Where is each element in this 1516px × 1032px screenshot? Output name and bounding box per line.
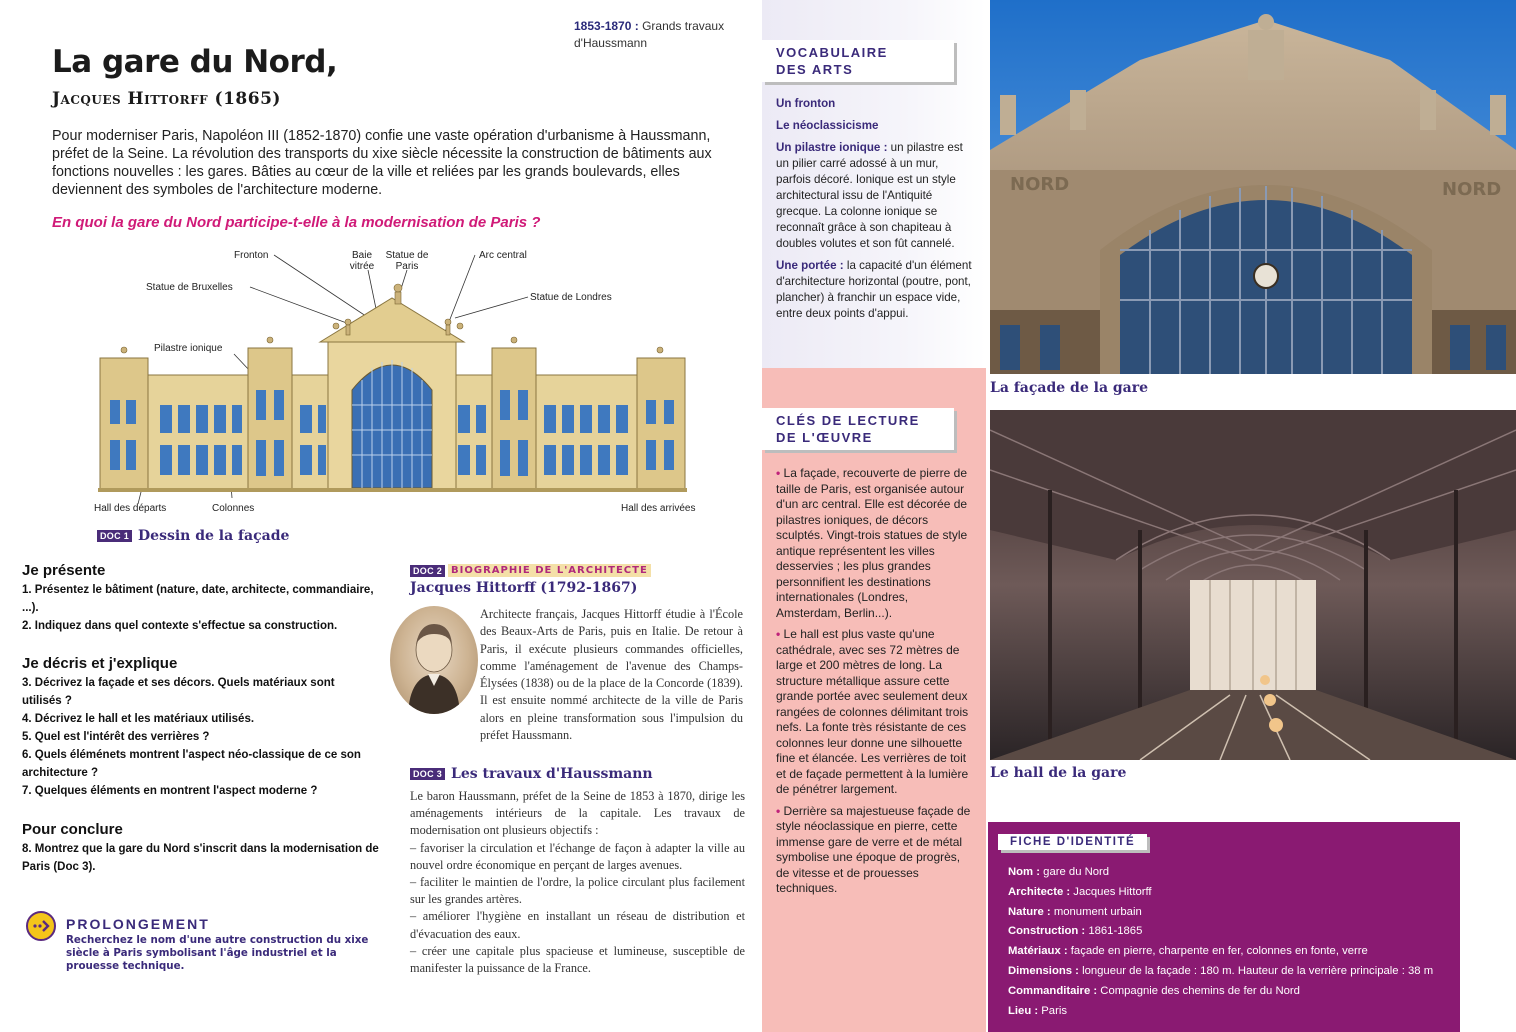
identity-row — [1008, 942, 1433, 962]
identity-row — [1008, 883, 1433, 903]
label-arc-central: Arc central — [479, 250, 527, 261]
identity-card-heading: FICHE D'IDENTITÉ — [998, 834, 1147, 850]
identity-card-list — [1008, 863, 1433, 1021]
prolongement-title: PROLONGEMENT — [66, 916, 210, 932]
identity-label: Matériaux : — [1008, 945, 1068, 958]
identity-row — [1008, 982, 1433, 1002]
label-fronton: Fronton — [234, 250, 269, 261]
section-heading: Je présente — [22, 562, 106, 579]
section-heading: Je décris et j'explique — [22, 655, 178, 672]
question-item: 3. Décrivez la façade et ses décors. Quels matériaux sont utilisés ? — [22, 677, 335, 707]
timeline-note — [574, 18, 754, 52]
doc3-header — [410, 766, 745, 782]
reading-key-text: La façade, recouverte de pierre de taille de Paris, est organisée autour d'un arc central. Elle est décorée de pilastres ioniques, de décors sculptés. Vingt-trois statues de style antique représentent les villes desservies ; les plus grandes personnifient les destinations internationales (Londres, Amsterdam, Berlin...). — [776, 466, 968, 620]
reading-key-item — [776, 627, 974, 798]
label-colonnes: Colonnes — [212, 503, 255, 514]
identity-label: Dimensions : — [1008, 964, 1079, 977]
doc3-text — [410, 788, 745, 977]
identity-label: Architecte : — [1008, 885, 1071, 898]
questions-section-describe — [22, 655, 367, 800]
identity-row — [1008, 962, 1433, 982]
identity-value: Compagnie des chemins de fer du Nord — [1100, 984, 1300, 997]
intro-paragraph: Pour moderniser Paris, Napoléon III (1852-1870) confie une vaste opération d'urbanisme à Haussmann, préfet de la Seine. La révolution des transports du xixe siècle nécessite la construction de bâtiments aux fonctions nouvelles : les gares. Bâties au cœur de la ville et reliées par les grands boulevards, elles deviennent des symboles de l'architecture moderne. — [52, 128, 712, 198]
doc3-paragraph: – améliorer l'hygiène en installant un réseau de distribution et d'évacuation des eaux. — [410, 909, 745, 941]
label-statue-paris: Statue de Paris — [385, 250, 429, 272]
identity-row — [1008, 863, 1433, 883]
hall-photo-caption: Le hall de la gare — [990, 765, 1127, 781]
doc1-title: Dessin de la façade — [138, 528, 290, 544]
question-item: 5. Quel est l'intérêt des verrières ? — [22, 731, 210, 743]
doc2-tag: DOC 2 — [410, 565, 445, 577]
identity-label: Nature : — [1008, 905, 1051, 918]
facade-sign: NORD — [1442, 179, 1502, 200]
reading-keys-heading — [762, 408, 954, 450]
identity-row — [1008, 1002, 1433, 1022]
doc2-header — [410, 564, 745, 577]
bullet-icon: • — [776, 803, 781, 818]
vocab-term: Une portée : — [776, 259, 844, 272]
vocab-entry — [776, 140, 974, 252]
identity-value: gare du Nord — [1043, 866, 1110, 878]
vocabulary-heading-line: VOCABULAIRE — [776, 45, 888, 60]
identity-value: Paris — [1041, 1004, 1068, 1017]
vocab-definition: un pilastre est un pilier carré adossé à un mur, parfois décoré. Ionique est un style architectural issu de l'Antiquité grecque. La colonne ionique se reconnaît grâce à son chapiteau à doubles volutes et son fût cannelé. — [776, 141, 963, 250]
questions-section-present — [22, 562, 392, 635]
doc3-paragraph: – favoriser la circulation et l'échange de façon à adapter la ville au nouvel ordre économique en perçant de larges avenues. — [410, 840, 745, 872]
reading-key-text: Derrière sa majestueuse façade de style néoclassique en pierre, cette immense gare de verre et de métal symbolise une époque de progrès, de vitesse et de prouesses techniques. — [776, 803, 971, 895]
question-item: 4. Décrivez le hall et les matériaux utilisés. — [22, 713, 255, 725]
vocab-entry — [776, 258, 974, 322]
problem-question: En quoi la gare du Nord participe-t-elle à la modernisation de Paris ? — [52, 214, 541, 231]
question-item: 6. Quels éléménets montrent l'aspect néo-classique de ce son architecture ? — [22, 749, 361, 779]
facade-photo-caption: La façade de la gare — [990, 380, 1149, 396]
label-baie-vitree: Baie vitrée — [349, 250, 375, 272]
reading-keys-heading-line: CLÉS DE LECTURE — [776, 413, 920, 428]
identity-value: façade en pierre, charpente en fer, colonnes en fonte, verre — [1070, 945, 1368, 958]
timeline-text: Grands travaux d'Haussmann — [574, 19, 725, 50]
facade-photo — [990, 0, 1516, 374]
identity-row — [1008, 903, 1433, 923]
doc3-haussmann — [410, 766, 745, 977]
page-subtitle: Jacques Hittorff (1865) — [52, 89, 281, 109]
doc2-text — [410, 606, 743, 744]
identity-value: longueur de la façade : 180 m. Hauteur de la verrière principale : 38 m — [1082, 964, 1434, 977]
reading-key-item — [776, 466, 974, 621]
identity-row — [1008, 922, 1433, 942]
arrow-circle-icon — [26, 911, 56, 941]
reading-key-text: Le hall est plus vaste qu'une cathédrale, avec ses 72 mètres de large et 200 mètres de long. La structure métallique assure cette grande portée avec seulement deux rangées de colonnes délimitant trois nefs. La fonte très résistante de ces colonnes leur donne une silhouette fine et élancée. Les verrières de toit et de façade permettent à la lumière de pénétrer largement. — [776, 627, 969, 796]
vocabulary-list — [762, 82, 986, 322]
label-hall-departs: Hall des départs — [94, 503, 167, 514]
question-item: 2. Indiquez dans quel contexte s'effectue sa construction. — [22, 620, 338, 632]
label-statue-bruxelles: Statue de Bruxelles — [146, 282, 233, 293]
doc3-tag: DOC 3 — [410, 768, 445, 780]
doc3-title: Les travaux d'Haussmann — [451, 766, 653, 782]
prolongement-text: Recherchez le nom d'une autre construction du xixe siècle à Paris symbolisant l'âge industriel et la prouesse technique. — [66, 934, 369, 972]
label-hall-arrivees: Hall des arrivées — [621, 503, 696, 514]
vocabulary-heading-line: DES ARTS — [776, 62, 854, 77]
identity-value: Jacques Hittorff — [1073, 885, 1152, 898]
doc1-tag: DOC 1 — [97, 530, 132, 542]
identity-value: monument urbain — [1053, 905, 1142, 918]
identity-label: Construction : — [1008, 925, 1086, 938]
label-statue-londres: Statue de Londres — [530, 292, 612, 303]
reading-keys-heading-line: DE L'ŒUVRE — [776, 430, 873, 445]
reading-key-item — [776, 804, 974, 897]
vocab-entry — [776, 96, 974, 112]
vocab-entry — [776, 118, 974, 134]
page-title: La gare du Nord, — [52, 44, 338, 80]
doc1-caption — [97, 528, 289, 544]
vocab-term: Un fronton — [776, 97, 836, 110]
facade-sign: NORD — [1010, 174, 1070, 195]
question-item: 8. Montrez que la gare du Nord s'inscrit dans la modernisation de Paris (Doc 3). — [22, 843, 379, 873]
doc3-paragraph: – créer une capitale plus spacieuse et lumineuse, susceptible de manifester la puissance de la France. — [410, 943, 745, 976]
vocabulary-box — [762, 40, 986, 328]
hall-photo — [990, 410, 1516, 760]
identity-label: Commanditaire : — [1008, 984, 1098, 997]
question-item: 1. Présentez le bâtiment (nature, date, architecte, commandiaire, ...). — [22, 584, 374, 614]
vocabulary-heading — [762, 40, 954, 82]
doc2-subtitle: BIOGRAPHIE DE L'ARCHITECTE — [448, 564, 651, 577]
reading-keys-box — [762, 408, 986, 903]
vocab-definition: la capacité d'un élément d'architecture horizontal (poutre, pont, plancher) à franchir un espace vide, entre deux points d'appui. — [776, 259, 972, 320]
biography-text: Architecte français, Jacques Hittorff étudie à l'École des Beaux-Arts de Paris, puis en Italie. De retour à Paris, il exécute plusieurs commandes officielles, comme l'aménagement de l'avenue des Champs-Élysées (1838) ou de la place de la Concorde (1839). Il est ensuite nommé architecte de la ville de Paris alors en pleine transformation sous l'impulsion du préfet Haussmann. — [480, 607, 743, 743]
identity-label: Nom : — [1008, 866, 1041, 878]
bullet-icon: • — [776, 466, 781, 480]
timeline-dates: 1853-1870 : — [574, 19, 639, 33]
vocab-term: Un pilastre ionique : — [776, 141, 888, 154]
section-heading: Pour conclure — [22, 821, 123, 838]
questions-section-conclude — [22, 821, 392, 876]
bullet-icon: • — [776, 627, 781, 641]
identity-label: Lieu : — [1008, 1004, 1039, 1017]
reading-keys-list — [762, 450, 986, 897]
vocab-term: Le néoclassicisme — [776, 119, 879, 132]
doc3-paragraph: Le baron Haussmann, préfet de la Seine de 1853 à 1870, dirige les aménagements intérieurs de la capitale. Les travaux de modernisation ont plusieurs objectifs : — [410, 789, 745, 838]
identity-value: 1861-1865 — [1088, 925, 1143, 938]
doc2-biography — [410, 564, 745, 743]
doc3-paragraph: – faciliter le maintien de l'ordre, la police circulant plus facilement sur les grandes artères. — [410, 875, 745, 907]
identity-card — [988, 822, 1460, 1032]
architect-name: Jacques Hittorff (1792-1867) — [410, 580, 638, 596]
label-pilastre-ionique: Pilastre ionique — [154, 343, 223, 354]
question-item: 7. Quelques éléments en montrent l'aspect moderne ? — [22, 785, 318, 797]
